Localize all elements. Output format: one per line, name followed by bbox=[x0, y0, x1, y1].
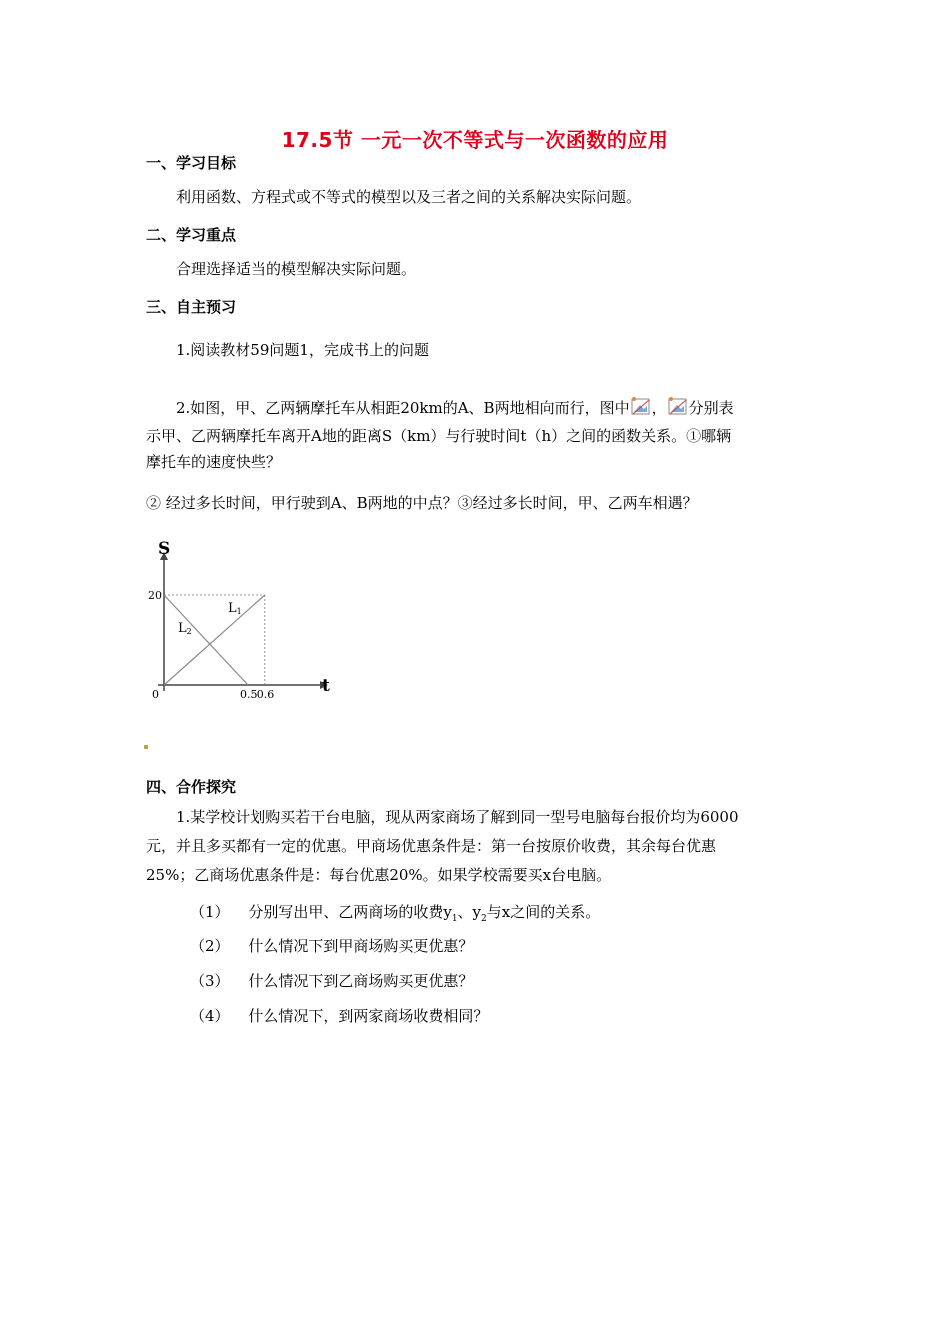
q2-text-b: 分别表 bbox=[688, 399, 734, 417]
preview-question-2-line-3: 摩托车的速度快些？ bbox=[146, 453, 282, 471]
origin-label: 0 bbox=[152, 688, 159, 701]
explore-item-4 bbox=[190, 1005, 488, 1026]
explore-problem-line-1: 1.某学校计划购买若干台电脑，现从两家商场了解到同一型号电脑每台报价均为6000 bbox=[176, 808, 739, 826]
x-tick-label: 0.6 bbox=[256, 688, 275, 701]
series-line-l1 bbox=[164, 595, 265, 685]
preview-question-2-line-4: ② 经过多长时间，甲行驶到A、B两地的中点？③经过多长时间，甲、乙两车相遇？ bbox=[146, 494, 698, 512]
x-tick-label: 0.5 bbox=[240, 688, 258, 701]
item-subscript-1: 1 bbox=[451, 914, 458, 924]
explore-problem-line-3: 25%；乙商场优惠条件是：每台优惠20%。如果学校需要买x台电脑。 bbox=[146, 866, 612, 884]
series-label-l1: L1 bbox=[228, 601, 242, 616]
item-number: （1） bbox=[190, 903, 230, 921]
item-text-a: 分别写出甲、乙两商场的收费y bbox=[248, 903, 452, 921]
broken-image-icon bbox=[631, 396, 651, 416]
preview-question-2-line-2: 示甲、乙两辆摩托车离开A地的距离S（km）与行驶时间t（h）之间的函数关系。①哪辆 bbox=[146, 427, 732, 445]
decorative-dot bbox=[144, 745, 148, 749]
section-heading-explore: 四、合作探究 bbox=[146, 778, 237, 796]
explore-item-1 bbox=[190, 901, 600, 924]
distance-time-graph bbox=[140, 540, 340, 710]
page-title: 17.5节 一元一次不等式与一次函数的应用 bbox=[281, 128, 669, 152]
q2-text-a: 2.如图，甲、乙两辆摩托车从相距20km的A、B两地相向而行，图中 bbox=[176, 399, 630, 417]
y-axis-label: S bbox=[158, 540, 171, 559]
q2-separator: ， bbox=[651, 399, 667, 417]
item-number: （4） bbox=[190, 1007, 230, 1025]
item-number: （2） bbox=[190, 937, 230, 955]
series-label-l2: L2 bbox=[178, 621, 192, 636]
section-heading-preview: 三、自主预习 bbox=[146, 298, 237, 316]
preview-question-2-line-1 bbox=[176, 396, 734, 417]
item-number: （3） bbox=[190, 972, 230, 990]
explore-item-2 bbox=[190, 935, 473, 956]
item-subscript-2: 2 bbox=[481, 914, 487, 924]
item-text-b: 、y bbox=[457, 903, 482, 921]
item-text: 什么情况下，到两家商场收费相同？ bbox=[248, 1007, 489, 1025]
explore-item-3 bbox=[190, 970, 473, 991]
section-heading-focus: 二、学习重点 bbox=[146, 226, 237, 244]
item-text: 什么情况下到甲商场购买更优惠？ bbox=[248, 937, 474, 955]
focus-text: 合理选择适当的模型解决实际问题。 bbox=[176, 260, 417, 278]
y-tick-label: 20 bbox=[148, 589, 162, 602]
broken-image-icon bbox=[668, 396, 688, 416]
item-text-c: 与x之间的关系。 bbox=[486, 903, 601, 921]
goals-text: 利用函数、方程式或不等式的模型以及三者之间的关系解决实际问题。 bbox=[176, 188, 642, 206]
preview-question-1: 1.阅读教材59问题1，完成书上的问题 bbox=[176, 341, 429, 359]
section-heading-goals: 一、学习目标 bbox=[146, 154, 237, 172]
x-axis-label: t bbox=[322, 676, 330, 696]
item-text: 什么情况下到乙商场购买更优惠？ bbox=[248, 972, 474, 990]
explore-problem-line-2: 元，并且多买都有一定的优惠。甲商场优惠条件是：第一台按原价收费，其余每台优惠 bbox=[146, 837, 717, 855]
